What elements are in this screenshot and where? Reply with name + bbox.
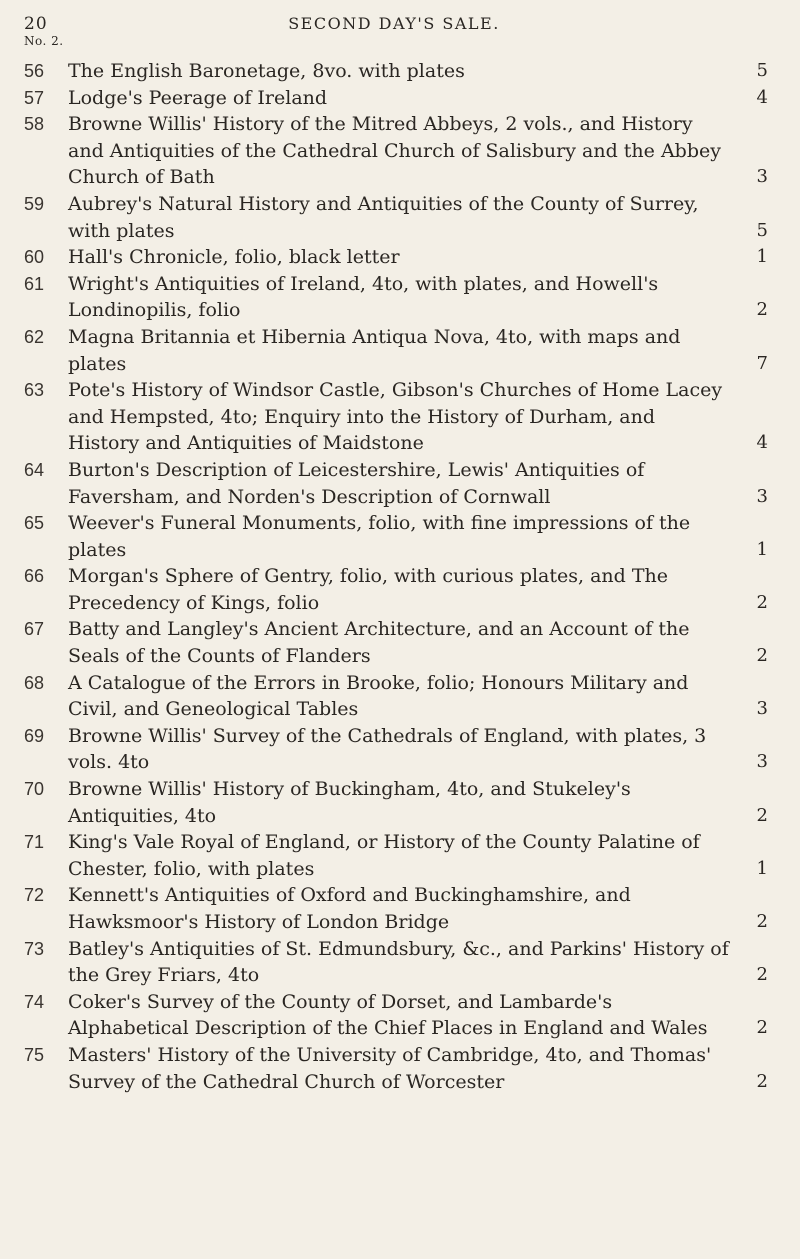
lot-description: Burton's Description of Leicestershire, Lewis' Antiquities of Faversham, and Norden's Description of Cornwall (68, 458, 645, 508)
lot-number: 71 (24, 832, 45, 853)
lot-description: Browne Willis' Survey of the Cathedrals of England, with plates, 3 vols. 4to (68, 724, 707, 774)
lot-number: 59 (24, 193, 45, 214)
lot-quantity: 1 (756, 538, 768, 560)
lot-entry (24, 457, 768, 510)
lot-quantity: 2 (756, 1017, 768, 1039)
lot-quantity: 2 (756, 591, 768, 613)
lot-entry (24, 563, 768, 616)
lot-entry (24, 776, 768, 829)
lot-description: Batley's Antiquities of St. Edmundsbury, &c., and Parkins' History of the Grey Friars, 4to (68, 937, 729, 987)
lot-entry (24, 670, 768, 723)
lot-description: Masters' History of the University of Cambridge, 4to, and Thomas' Survey of the Cathedral Church of Worcester (68, 1043, 712, 1093)
lot-quantity: 3 (756, 751, 768, 773)
lot-entry (24, 510, 768, 563)
lot-entry (24, 723, 768, 776)
lot-description: Weever's Funeral Monuments, folio, with fine impressions of the plates (68, 512, 691, 561)
lot-description: Wright's Antiquities of Ireland, 4to, with plates, and Howell's Londinopilis, folio (68, 272, 659, 322)
lot-description: Batty and Langley's Ancient Architecture, and an Account of the Seals of the Counts of Flanders (68, 618, 690, 668)
lot-description: Lodge's Peerage of Ireland (68, 86, 328, 109)
lot-entry (24, 829, 768, 882)
lot-number: 56 (24, 61, 45, 81)
lot-quantity: 3 (756, 698, 768, 720)
lot-quantity: 3 (756, 485, 768, 507)
lot-description: King's Vale Royal of England, or History of the County Palatine of Chester, folio, with plates (68, 831, 700, 880)
lot-number: 64 (24, 459, 45, 480)
lot-entry (24, 377, 768, 457)
lot-quantity: 2 (756, 1070, 768, 1092)
lot-number: 70 (24, 779, 45, 800)
lot-quantity: 2 (756, 804, 768, 826)
lot-description: Hall's Chronicle, folio, black letter (68, 246, 400, 269)
lot-quantity: 7 (756, 352, 768, 374)
lot-entry (24, 882, 768, 935)
lot-quantity: 1 (756, 246, 768, 268)
lot-entry (24, 1042, 768, 1095)
lot-entry (24, 936, 768, 989)
lot-description: Pote's History of Windsor Castle, Gibson's Churches of Home Lacey and Hempsted, 4to; Enquiry into the History of Durham, and History and Antiquities of Maidstone (68, 379, 723, 455)
lot-quantity: 2 (756, 299, 768, 321)
lot-entry (24, 85, 768, 112)
lot-entry (24, 989, 768, 1042)
lot-description: A Catalogue of the Errors in Brooke, folio; Honours Military and Civil, and Geneological Tables (68, 671, 689, 721)
lot-description: Kennett's Antiquities of Oxford and Buckinghamshire, and Hawksmoor's History of London Bridge (68, 884, 631, 933)
lot-number: 73 (24, 938, 45, 959)
lot-number: 61 (24, 273, 45, 294)
lot-description: Browne Willis' History of Buckingham, 4to, and Stukeley's Antiquities, 4to (68, 778, 631, 827)
lot-number: 57 (24, 87, 45, 108)
lot-entry (24, 616, 768, 669)
running-head (24, 14, 764, 36)
lot-description: Morgan's Sphere of Gentry, folio, with curious plates, and The Precedency of Kings, folio (68, 565, 669, 614)
lot-description: Coker's Survey of the County of Dorset, and Lambarde's Alphabetical Description of the Chief Places in England and Wales (68, 990, 708, 1040)
lot-entry (24, 111, 768, 191)
lot-quantity: 3 (756, 166, 768, 188)
lot-number: 65 (24, 513, 45, 534)
lot-number: 69 (24, 725, 45, 746)
lot-number: 75 (24, 1044, 45, 1065)
lot-quantity: 4 (756, 432, 768, 454)
lot-quantity: 2 (756, 911, 768, 932)
lot-number: 74 (24, 991, 45, 1012)
lot-entry (24, 271, 768, 324)
lot-list (24, 58, 768, 1095)
lot-quantity: 5 (756, 60, 768, 81)
lot-description: Browne Willis' History of the Mitred Abbeys, 2 vols., and History and Antiquities of the Cathedral Church of Salisbury and the Abbey Church of Bath (68, 113, 721, 189)
lot-description: Aubrey's Natural History and Antiquities of the County of Surrey, with plates (68, 192, 699, 242)
lot-quantity: 4 (756, 86, 768, 108)
lot-number: 66 (24, 566, 45, 587)
lot-description: Magna Britannia et Hibernia Antiqua Nova, 4to, with maps and plates (68, 325, 681, 375)
lot-entry (24, 58, 768, 85)
lot-quantity: 2 (756, 964, 768, 986)
lot-number: 72 (24, 885, 45, 906)
lot-quantity: 5 (756, 219, 768, 241)
page-title: SECOND DAY'S SALE. (288, 14, 500, 33)
lot-entry (24, 191, 768, 244)
lot-number: 62 (24, 326, 45, 347)
page-number: 20 (24, 14, 48, 34)
lot-number: 67 (24, 619, 45, 640)
lot-number: 58 (24, 114, 45, 135)
lot-entry (24, 244, 768, 271)
lot-quantity: 2 (756, 645, 768, 667)
lot-number: 68 (24, 672, 45, 693)
lot-number: 63 (24, 380, 45, 401)
column-label: No. 2. (24, 34, 64, 48)
lot-description: The English Baronetage, 8vo. with plates (68, 60, 465, 82)
lot-number: 60 (24, 247, 45, 268)
lot-quantity: 1 (756, 857, 768, 879)
lot-entry (24, 324, 768, 377)
